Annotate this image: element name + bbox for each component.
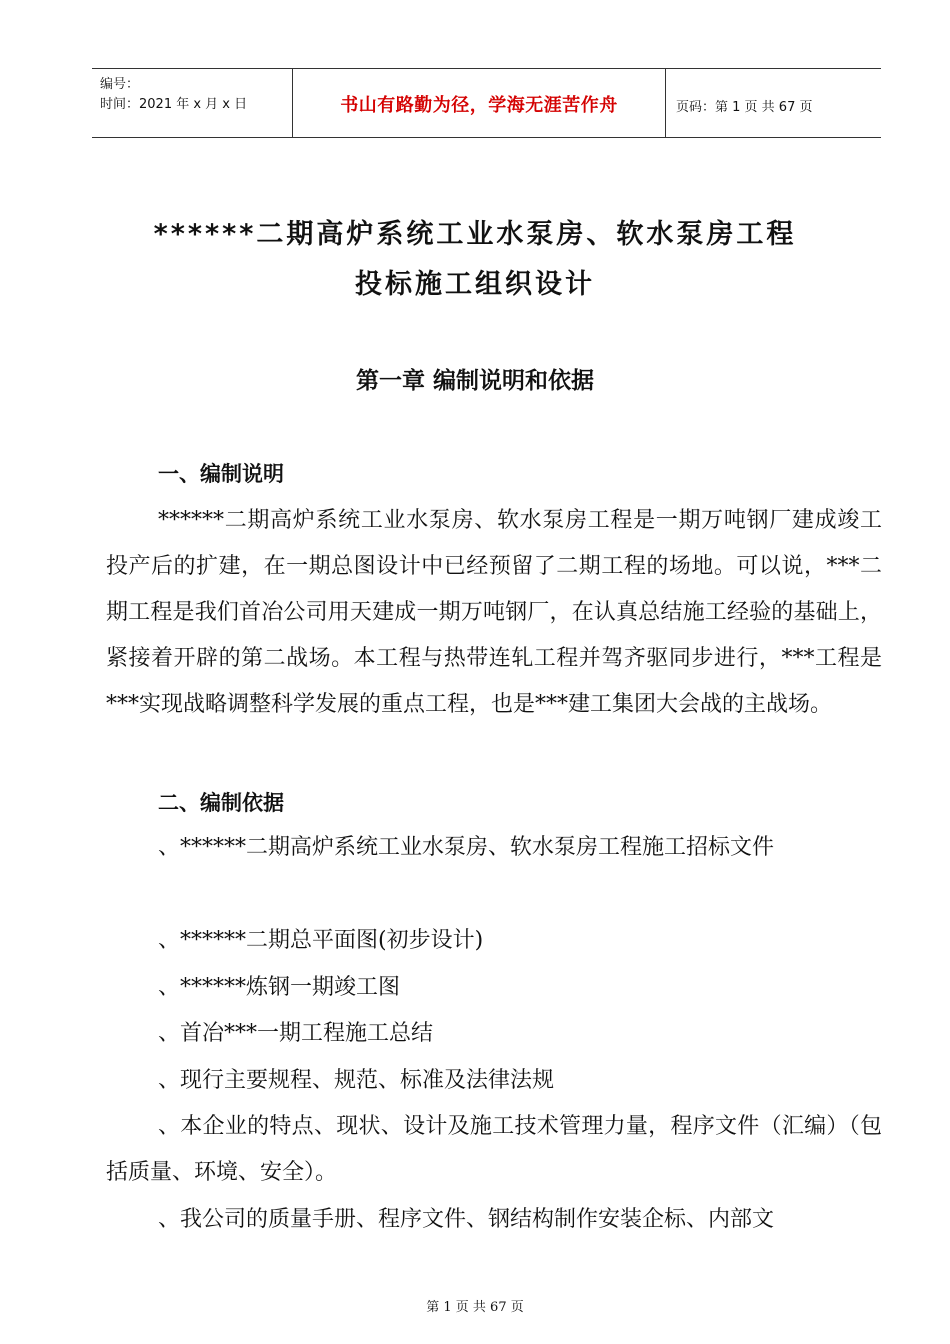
doc-title-line2: 投标施工组织设计 bbox=[355, 269, 595, 300]
basis-item-6: 、本企业的特点、现状、设计及施工技术管理力量，程序文件（汇编）（包括质量、环境、安全）。 bbox=[106, 1114, 882, 1185]
header-motto: 书山有路勤为径，学海无涯苦作舟 bbox=[340, 95, 618, 116]
chapter-heading: 第一章 编制说明和依据 bbox=[355, 368, 594, 394]
section-heading-2: 二、编制依据 bbox=[158, 791, 284, 815]
section-heading-1: 一、编制说明 bbox=[158, 462, 284, 486]
doc-title-line1: ******二期高炉系统工业水泵房、软水泵房工程 bbox=[153, 219, 797, 250]
basis-item-1: 、******二期高炉系统工业水泵房、软水泵房工程施工招标文件 bbox=[158, 835, 775, 860]
body-paragraph-1: ******二期高炉系统工业水泵房、软水泵房工程是一期万吨钢厂建成竣工投产后的扩建，在一期总图设计中已经预留了二期工程的场地。可以说，***二期工程是我们首冶公司用天建成一期万吨钢厂，在认真总结施工经验的基础上，紧接着开辟的第二战场。本工程与热带连轧工程并驾齐驱同步进行，***工程是***实现战略调整科学发展的重点工程，也是***建工集团大会战的主战场。 bbox=[106, 508, 882, 717]
header-motto-cell bbox=[293, 69, 666, 137]
page-header bbox=[92, 68, 881, 138]
page-footer: 第 1 页 共 67 页 bbox=[426, 1300, 524, 1315]
header-page-info: 页码：第 1 页 共 67 页 bbox=[676, 100, 813, 115]
header-page-cell bbox=[666, 69, 881, 137]
basis-item-4: 、首冶***一期工程施工总结 bbox=[158, 1021, 434, 1046]
doc-time: 时间：2021 年 x 月 x 日 bbox=[100, 97, 248, 112]
basis-item-5: 、现行主要规程、规范、标准及法律法规 bbox=[158, 1068, 555, 1093]
basis-item-3: 、******炼钢一期竣工图 bbox=[158, 975, 401, 1000]
doc-code-label: 编号： bbox=[100, 77, 140, 92]
basis-item-2: 、******二期总平面图(初步设计) bbox=[158, 928, 484, 953]
header-left-cell bbox=[92, 69, 293, 137]
basis-item-7: 、我公司的质量手册、程序文件、钢结构制作安装企标、内部文 bbox=[158, 1207, 775, 1232]
